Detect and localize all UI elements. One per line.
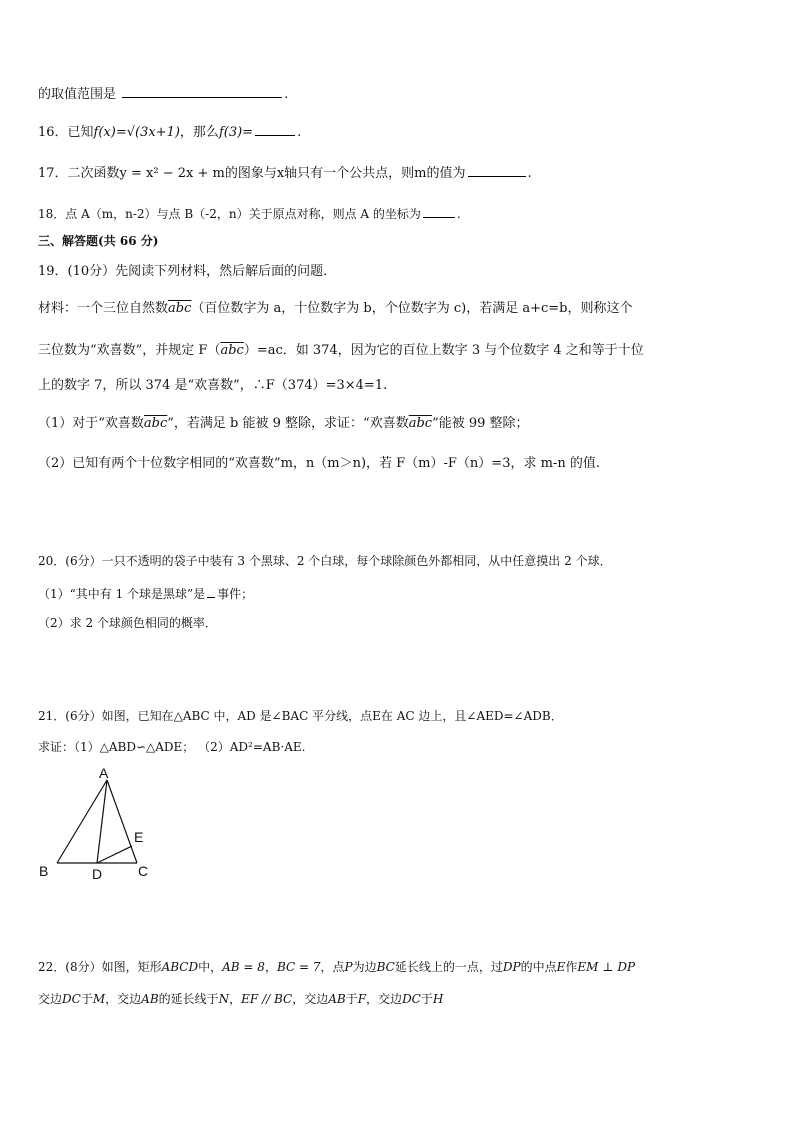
answer-blank[interactable] <box>468 163 526 177</box>
question-22-line1: 22．(8分）如图，矩形ABCD中，AB = 8，BC = 7，点P为边BC延长线上的一点，过DP的中点E作EM ⊥ DP <box>38 960 636 974</box>
q20-part2: （2）求 2 个球颜色相同的概率． <box>38 616 217 630</box>
question-16: 16．已知f(x)=√(3x+1)，那么f(3)= . <box>38 121 301 140</box>
answer-blank[interactable] <box>423 204 455 218</box>
side-ab <box>57 780 107 863</box>
triangle-figure <box>30 760 170 885</box>
label-b: B <box>39 863 49 879</box>
q19-material-line2: 三位数为“欢喜数”，并规定 $F(\overline{abc})=ac$．如 374，因为它的百位上数字 3 与个位数字 4 之和等于十位 <box>38 343 644 358</box>
q19-material-line3: 上的数字 7，所以 374 是“欢喜数”，∴F（374）=3×4=1. <box>38 378 388 393</box>
quadratic-expression: y = x² − 2x + m <box>119 166 225 181</box>
question-22-line2: 交边DC于M，交边AB的延长线于N，EF // BC，交边AB于F，交边DC于H <box>38 992 444 1006</box>
answer-blank[interactable] <box>207 584 215 598</box>
question-17: 17．二次函数y = x² − 2x + m的图象与x轴只有一个公共点，则m的值为 . <box>38 162 532 181</box>
question-18: 18．点 A（m，n-2）与点 B（-2，n）关于原点对称，则点 A 的坐标为 . <box>38 204 461 222</box>
question-21-title: 21．(6分）如图，已知在△ABC 中，AD 是∠BAC 平分线，点E在 AC 边上，且∠AED=∠ADB． <box>38 709 563 723</box>
q19-part1: （1）对于“欢喜数$\overline{abc}$”，若满足 b 能被 9 整除，求证：“欢喜数$\overline{abc}$”能被 99 整除； <box>38 416 529 431</box>
label-d: D <box>92 866 103 882</box>
segment-de <box>97 846 132 863</box>
section-title: 三、解答题(共 66 分) <box>38 234 159 248</box>
label-c: C <box>138 863 149 879</box>
abc-overline: $\overline{abc}$ <box>143 416 168 431</box>
abc-overline: $\overline{abc}$ <box>220 343 244 358</box>
abc-overline: $\overline{abc}$ <box>408 416 433 431</box>
q20-part1: （1）“其中有 1 个球是黑球”是 事件； <box>38 584 253 602</box>
label-a: A <box>99 765 109 781</box>
question-20-title: 20．(6分）一只不透明的袋子中装有 3 个黑球、2 个白球，每个球除颜色外都相同，从中任意摸出 2 个球． <box>38 554 612 568</box>
answer-blank[interactable] <box>255 122 295 136</box>
answer-blank[interactable] <box>122 84 282 98</box>
q21-proof-items: 求证：（1）△ABD∽△ADE； （2）AD²=AB·AE. <box>38 740 306 754</box>
abc-overline: $\overline{abc}$ <box>168 301 192 316</box>
q19-material-line1: 材料：一个三位自然数$\overline{abc}$（百位数字为 a，十位数字为 b，个位数字为 c)，若满足 a+c=b，则称这个 <box>38 301 633 316</box>
q15-tail: 的取值范围是 . <box>38 83 288 102</box>
label-e: E <box>134 829 144 845</box>
question-19-title: 19．(10分）先阅读下列材料，然后解后面的问题． <box>38 264 337 279</box>
q19-part2: （2）已知有两个十位数字相同的“欢喜数”m，n（m＞n)，若 F（m）-F（n）=3，求 m-n 的值. <box>38 456 600 471</box>
segment-ad <box>97 780 107 863</box>
function-expression: f(x)=√(3x+1) <box>93 125 180 140</box>
